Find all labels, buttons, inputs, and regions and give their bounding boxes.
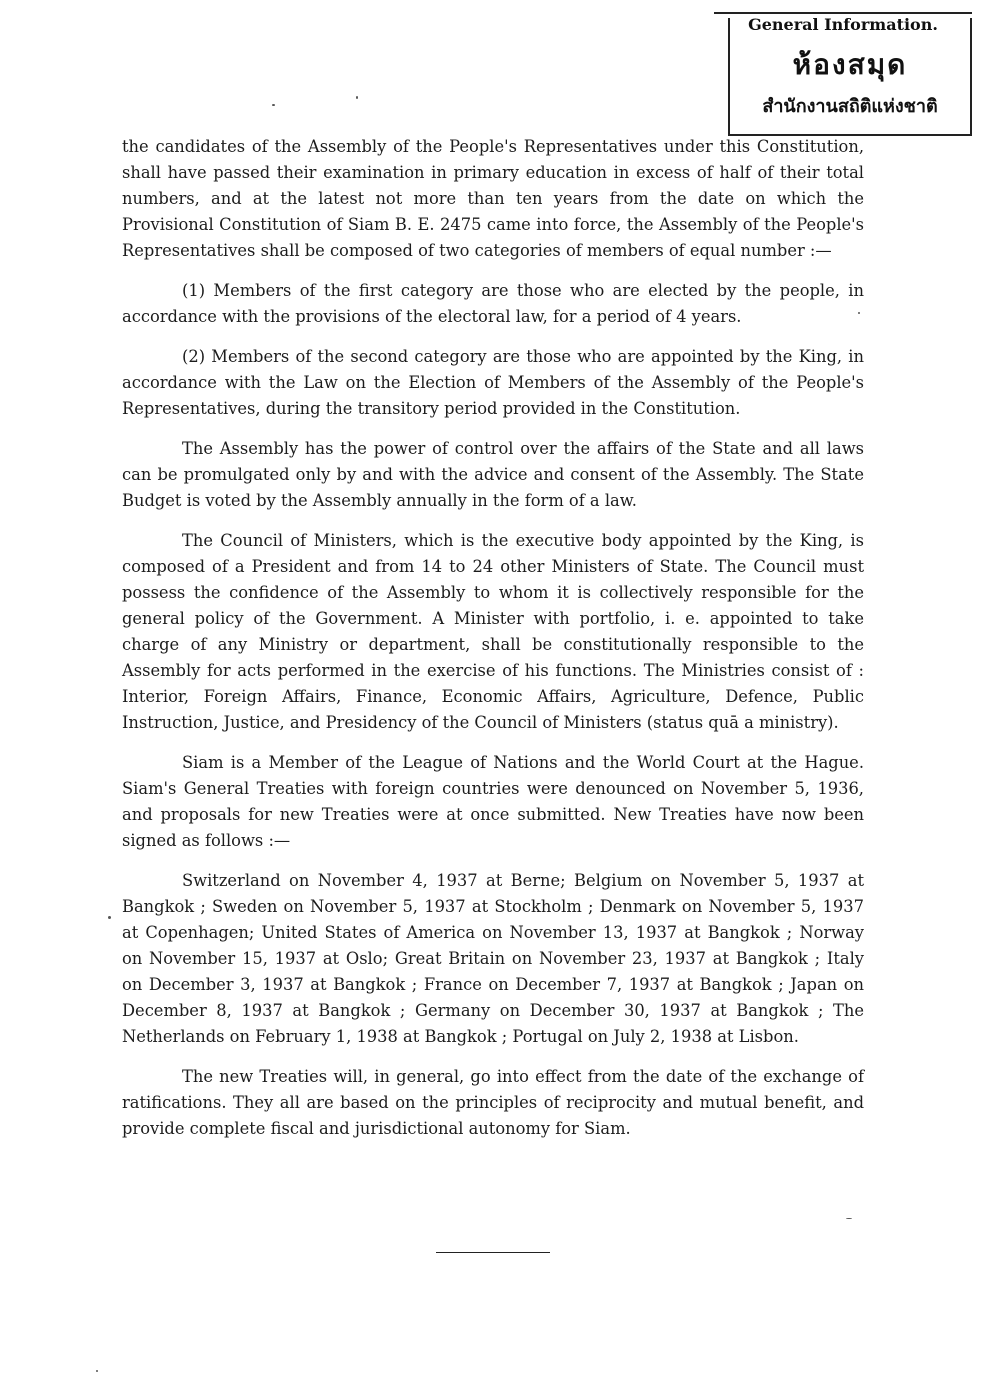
scan-speck — [846, 1218, 852, 1219]
scan-speck — [356, 96, 358, 99]
stamp-thai-office: สำนักงานสถิติแห่งชาติ — [762, 96, 938, 117]
paragraph-league-of-nations: Siam is a Member of the League of Nations and the World Court at the Hague. Siam's General Treaties with foreign countries were denounced on November 5, 1936, and proposals for new Treaties were at once submitted. New Treaties have now been signed as follows :— — [122, 753, 864, 850]
paragraph-treaty-effect: The new Treaties will, in general, go into effect from the date of the exchange of ratifications. They all are based on the principles of reciprocity and mutual benefit, and provide complete fiscal and jurisdictional autonomy for Siam. — [122, 1067, 864, 1138]
paragraph-treaty-list: Switzerland on November 4, 1937 at Berne; Belgium on November 5, 1937 at Bangkok ; Sweden on November 5, 1937 at Stockholm ; Denmark on November 5, 1937 at Copenhagen; United States of America on November 13, 1937 at Bangkok ; Norway on November 15, 1937 at Oslo; Great Britain on November 23, 1937 at Bangkok ; Italy on December 3, 1937 at Bangkok ; France on December 7, 1937 at Bangkok ; Japan on December 8, 1937 at Bangkok ; Germany on December 30, 1937 at Bangkok ; The Netherlands on February 1, 1938 at Bangkok ; Portugal on July 2, 1938 at Lisbon. — [122, 871, 864, 1046]
scan-speck — [96, 1370, 98, 1372]
stamp-thai-library: ห้องสมุด — [792, 48, 908, 81]
paragraph-first-category: (1) Members of the first category are those who are elected by the people, in accordance with the provisions of the electoral law, for a period of 4 years. — [122, 281, 864, 326]
paragraph-council-of-ministers: The Council of Ministers, which is the executive body appointed by the King, is composed of a President and from 14 to 24 other Ministers of State. The Council must possess the confidence of the Assembly to whom it is collectively responsible for the general policy of the Government. A Minister with portfolio, i. e. appointed to take charge of any Ministry or department, shall be constitutionally responsible to the Assembly for acts performed in the exercise of his functions. The Ministries consist of : Interior, Foreign Affairs, Finance, Economic Affairs, Agriculture, Defence, Public Instruction, Justice, and Presidency of the Council of Ministers (status quā a ministry). — [122, 531, 864, 732]
scan-speck — [108, 916, 111, 919]
library-stamp — [728, 15, 972, 136]
paragraph-second-category: (2) Members of the second category are those who are appointed by the King, in accordance with the Law on the Election of Members of the Assembly of the People's Representatives, during the transitory period provided in the Constitution. — [122, 347, 864, 418]
scan-speck — [272, 104, 275, 106]
scan-speck — [858, 312, 860, 314]
paragraph-assembly-powers: The Assembly has the power of control over the affairs of the State and all laws can be promulgated only by and with the advice and consent of the Assembly. The State Budget is voted by the Assembly annually in the form of a law. — [122, 439, 864, 510]
document-body — [122, 134, 864, 1156]
end-separator-line — [436, 1252, 550, 1253]
stamp-header: General Information. — [714, 12, 972, 36]
paragraph-candidates: the candidates of the Assembly of the People's Representatives under this Constitution, shall have passed their examination in primary education in excess of half of their total numbers, and at the latest not more than ten years from the date on which the Provisional Constitution of Siam B. E. 2475 came into force, the Assembly of the People's Representatives shall be composed of two categories of members of equal number :— — [122, 137, 864, 260]
